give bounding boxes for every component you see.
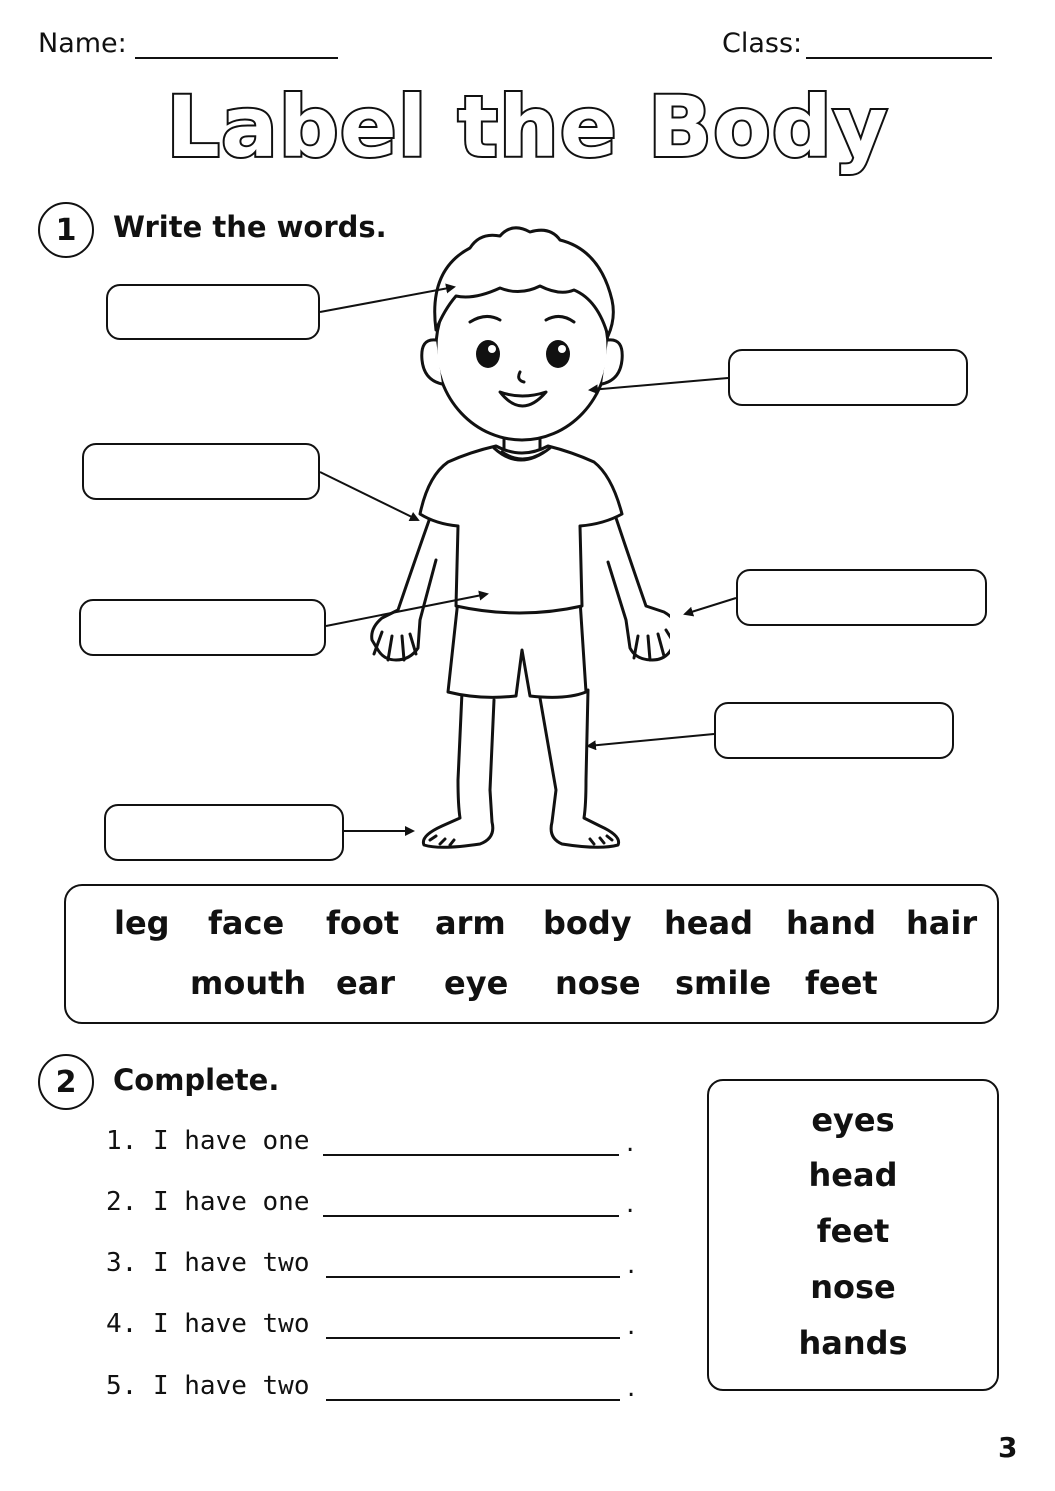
answer-blank-4[interactable]	[326, 1337, 620, 1339]
section-1-instruction: Write the words.	[113, 210, 387, 244]
label-box-ear[interactable]	[728, 349, 968, 406]
sentence-5: 5. I have two	[106, 1371, 310, 1401]
word-bank-item: body	[543, 904, 632, 942]
word-bank-item: eye	[444, 964, 509, 1002]
sentence-period: .	[627, 1311, 636, 1341]
word-bank-item: hand	[786, 904, 877, 942]
page-title: Label the Body	[166, 78, 889, 176]
answer-blank-2[interactable]	[323, 1215, 619, 1217]
page-number: 3	[998, 1431, 1018, 1464]
sentence-period: .	[626, 1189, 635, 1219]
answer-bank-item: hands	[798, 1324, 908, 1362]
sentence-period: .	[627, 1250, 636, 1280]
word-bank-item: nose	[555, 964, 641, 1002]
answer-bank-item: nose	[810, 1268, 896, 1306]
label-box-leg[interactable]	[714, 702, 954, 759]
label-box-foot[interactable]	[104, 804, 344, 861]
sentence-period: .	[627, 1373, 636, 1403]
sentence-period: .	[626, 1128, 635, 1158]
answer-blank-1[interactable]	[323, 1154, 619, 1156]
label-box-arm[interactable]	[82, 443, 320, 500]
label-box-hand[interactable]	[736, 569, 987, 626]
sentence-2: 2. I have one	[106, 1187, 310, 1217]
word-bank-item: smile	[675, 964, 772, 1002]
answer-bank-item: head	[808, 1156, 898, 1194]
answer-blank-3[interactable]	[326, 1276, 620, 1278]
word-bank-item: hair	[906, 904, 978, 942]
answer-blank-5[interactable]	[326, 1399, 620, 1401]
section-2-instruction: Complete.	[113, 1063, 280, 1097]
section-1-number: 1	[38, 202, 94, 258]
word-bank-item: mouth	[190, 964, 307, 1002]
sentence-3: 3. I have two	[106, 1248, 310, 1278]
word-bank-item: arm	[435, 904, 506, 942]
section-2-number: 2	[38, 1054, 94, 1110]
sentence-1: 1. I have one	[106, 1126, 310, 1156]
word-bank-item: feet	[805, 964, 878, 1002]
word-bank-item: foot	[326, 904, 400, 942]
class-label: Class:	[722, 28, 803, 59]
label-box-hair[interactable]	[106, 284, 320, 340]
word-bank-item: ear	[336, 964, 396, 1002]
name-label: Name:	[38, 28, 127, 59]
sentence-4: 4. I have two	[106, 1309, 310, 1339]
label-box-body[interactable]	[79, 599, 326, 656]
answer-bank-item: eyes	[811, 1101, 895, 1139]
word-bank-item: face	[208, 904, 285, 942]
answer-bank-item: feet	[816, 1212, 890, 1250]
word-bank-item: head	[664, 904, 753, 942]
word-bank-item: leg	[114, 904, 170, 942]
